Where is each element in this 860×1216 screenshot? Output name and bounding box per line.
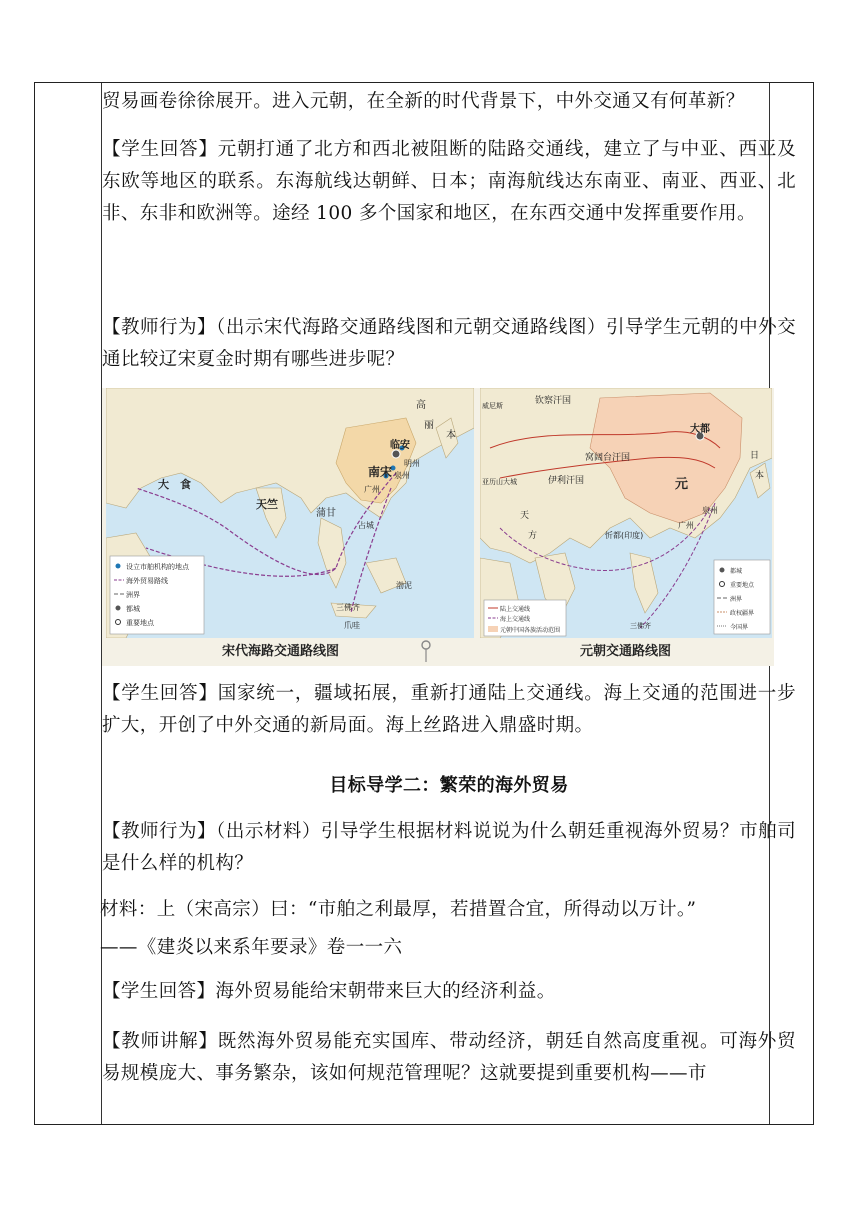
svg-text:大都: 大都 [690, 424, 710, 435]
svg-text:伊利汗国: 伊利汗国 [548, 476, 585, 486]
yuan-transport-route-map [480, 388, 772, 638]
svg-text:日: 日 [750, 451, 760, 461]
svg-text:设立市舶机构的地点: 设立市舶机构的地点 [126, 563, 189, 571]
svg-text:三佛齐: 三佛齐 [630, 622, 651, 630]
svg-text:广州: 广州 [678, 521, 694, 530]
svg-text:陆上交通线: 陆上交通线 [500, 606, 531, 613]
paragraph-teacher-action-2: 【教师行为】（出示材料）引导学生根据材料说说为什么朝廷重视海外贸易？市舶司是什么样的机构？ [102, 821, 796, 874]
compass-pin-icon [420, 638, 432, 666]
svg-text:重要地点: 重要地点 [126, 619, 154, 627]
svg-text:广州: 广州 [364, 485, 380, 494]
svg-text:今国界: 今国界 [730, 624, 749, 631]
svg-text:都城: 都城 [730, 568, 743, 575]
svg-text:占城: 占城 [358, 521, 374, 530]
song-map-caption: 宋代海路交通路线图 [222, 644, 340, 659]
svg-text:本: 本 [755, 471, 765, 481]
svg-text:本: 本 [446, 430, 456, 441]
svg-text:海上交通线: 海上交通线 [500, 616, 531, 623]
svg-text:都城: 都城 [126, 605, 140, 613]
paragraph-teacher-action-1: 【教师行为】（出示宋代海路交通路线图和元朝交通路线图）引导学生元朝的中外交通比较辽宋夏金时期有哪些进步呢？ [102, 317, 796, 370]
svg-text:三佛齐: 三佛齐 [336, 603, 360, 612]
paragraph-student-answer-3: 【学生回答】海外贸易能给宋朝带来巨大的经济利益。 [102, 981, 556, 1002]
svg-text:威尼斯: 威尼斯 [482, 402, 503, 410]
song-sea-route-map [106, 388, 474, 638]
section-heading: 目标导学二：繁荣的海外贸易 [329, 775, 569, 796]
svg-text:明州: 明州 [404, 459, 420, 468]
yuan-map-caption: 元朝交通路线图 [580, 644, 672, 659]
svg-text:泉州: 泉州 [702, 506, 718, 515]
svg-text:天竺: 天竺 [256, 498, 278, 511]
svg-text:忻都(印度): 忻都(印度) [605, 531, 644, 540]
svg-text:元: 元 [675, 477, 689, 492]
svg-text:元朝中国各族活动范围: 元朝中国各族活动范围 [500, 627, 561, 634]
svg-text:亚历山大城: 亚历山大城 [482, 478, 517, 486]
svg-text:方: 方 [528, 531, 538, 541]
svg-text:洲界: 洲界 [730, 596, 743, 603]
paragraph-student-answer-2: 【学生回答】国家统一，疆域拓展，重新打通陆上交通线。海上交通的范围进一步扩大，开创了中外交通的新局面。海上丝路进入鼎盛时期。 [102, 683, 796, 736]
svg-text:钦察汗国: 钦察汗国 [535, 396, 572, 406]
svg-text:丽: 丽 [424, 420, 434, 431]
svg-text:窝阔台汗国: 窝阔台汗国 [585, 453, 631, 463]
svg-text:重要地点: 重要地点 [730, 582, 755, 589]
paragraph-student-answer-1: 【学生回答】元朝打通了北方和西北被阻断的陆路交通线，建立了与中亚、西亚及东欧等地区的联系。东海航线达朝鲜、日本；南海航线达东南亚、南亚、西亚、北非、东非和欧洲等。途经 100 多个国家和地区，在东西交通中发挥重要作用。 [102, 139, 796, 224]
svg-text:大 食: 大 食 [158, 478, 191, 491]
svg-text:泉州: 泉州 [394, 471, 410, 480]
paragraph-source: ——《建炎以来系年要录》卷一一六 [100, 937, 403, 958]
svg-text:高: 高 [416, 400, 426, 411]
svg-text:天: 天 [520, 511, 530, 521]
svg-text:洲界: 洲界 [126, 591, 140, 599]
svg-text:爪哇: 爪哇 [344, 621, 360, 630]
svg-text:南宋: 南宋 [368, 465, 393, 479]
svg-text:蒲甘: 蒲甘 [316, 508, 336, 519]
svg-text:政权疆界: 政权疆界 [730, 610, 755, 617]
paragraph-intro: 贸易画卷徐徐展开。进入元朝，在全新的时代背景下，中外交通又有何革新？ [102, 91, 745, 112]
svg-text:海外贸易路线: 海外贸易路线 [126, 577, 168, 585]
svg-text:渤泥: 渤泥 [396, 581, 412, 590]
map-figure [102, 388, 774, 666]
paragraph-material: 材料：上（宋高宗）曰：“市舶之利最厚，若措置合宜，所得动以万计。” [100, 899, 697, 920]
svg-text:临安: 临安 [390, 440, 410, 451]
paragraph-teacher-explain: 【教师讲解】既然海外贸易能充实国库、带动经济，朝廷自然高度重视。可海外贸易规模庞大、事务繁杂，该如何规范管理呢？这就要提到重要机构——市 [102, 1031, 796, 1084]
